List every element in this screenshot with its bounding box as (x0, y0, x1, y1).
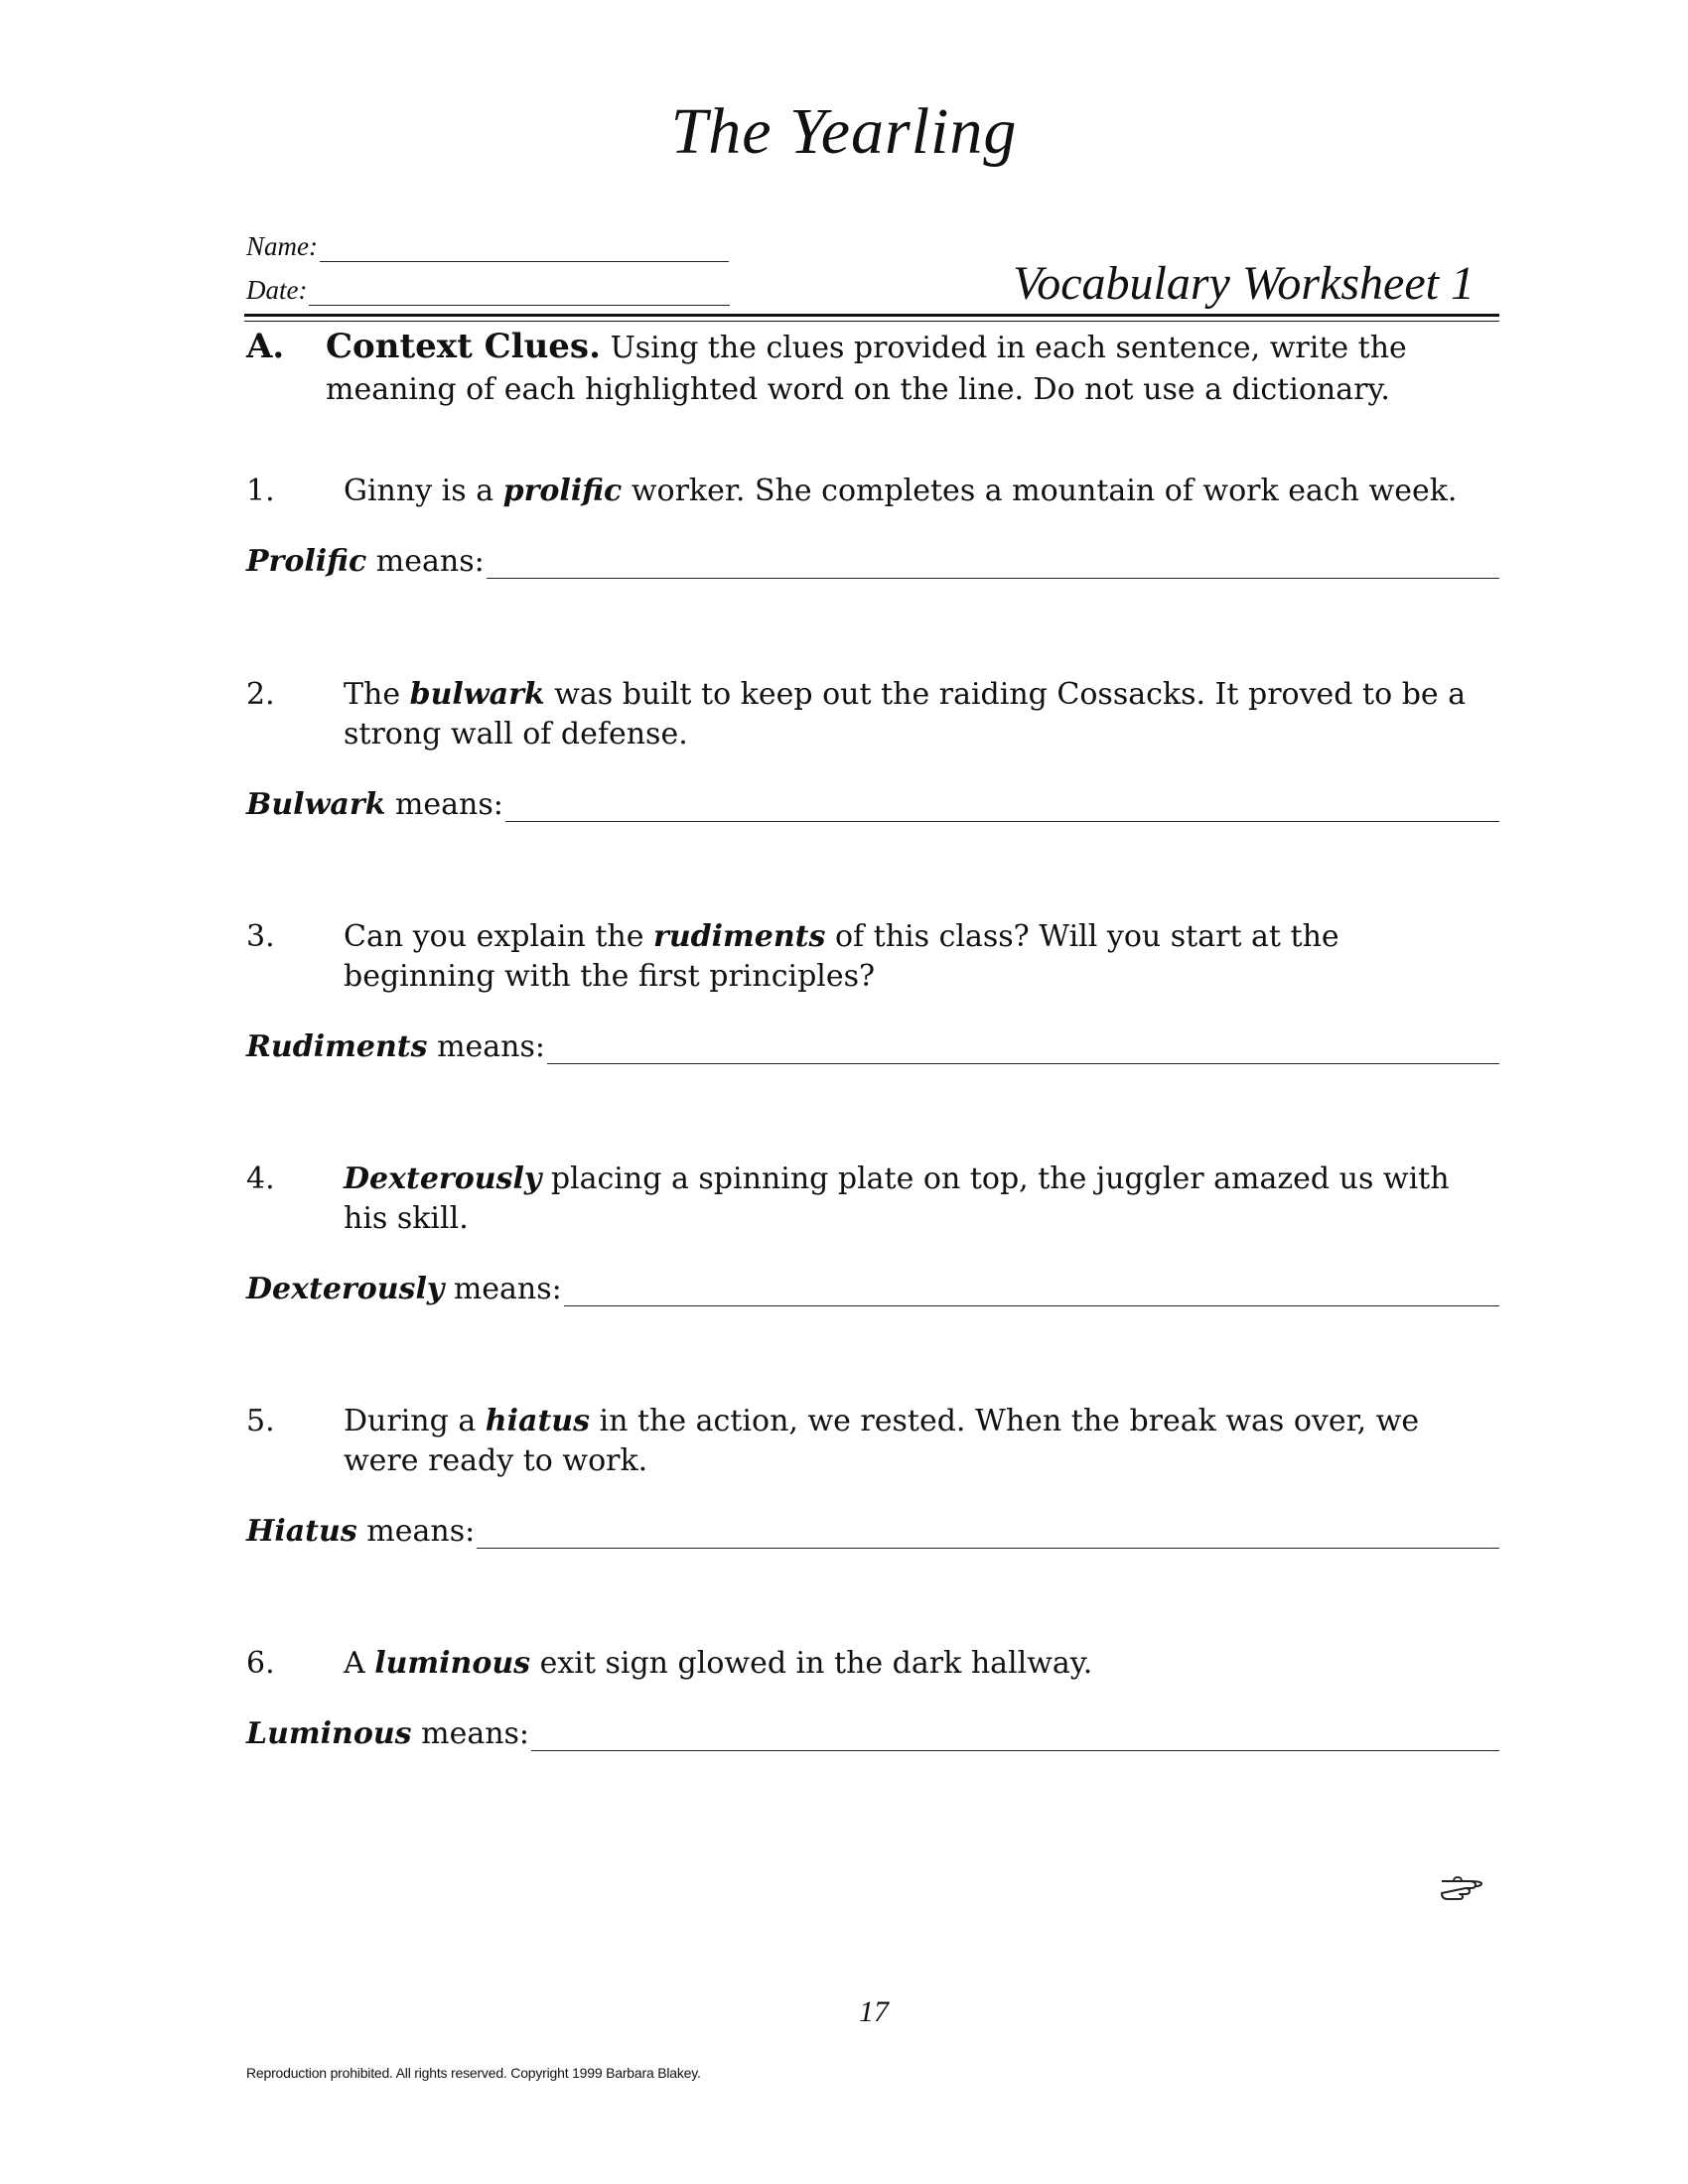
header-rule-thin (244, 321, 1499, 322)
sentence-start: The (344, 677, 410, 712)
section-body (326, 326, 1497, 411)
sentence-start: During a (344, 1404, 486, 1438)
name-field[interactable] (246, 231, 729, 262)
name-label: Name: (246, 231, 318, 261)
question-number: 6. (246, 1646, 275, 1681)
answer-line[interactable] (477, 1524, 1499, 1549)
question-sentence (344, 1160, 1497, 1239)
sentence-end: of this class? Will you start at the beginning with the first principles? (344, 919, 1339, 994)
sentence-start: A (344, 1646, 375, 1681)
copyright-notice: Reproduction prohibited. All rights reserved. Copyright 1999 Barbara Blakey. (246, 2065, 701, 2081)
question-number: 1. (246, 474, 275, 508)
page-number: 17 (859, 1995, 889, 2028)
question-number: 3. (246, 919, 275, 954)
answer-line[interactable] (487, 554, 1499, 579)
section-letter: A. (246, 327, 285, 366)
question-number: 2. (246, 677, 275, 712)
worksheet-subtitle: Vocabulary Worksheet 1 (1013, 257, 1475, 310)
question-2 (246, 675, 1497, 754)
answer-line[interactable] (564, 1282, 1499, 1306)
header-rule (244, 314, 1499, 317)
answer-term: Dexterously (246, 1272, 445, 1306)
sentence-end: exit sign glowed in the dark hallway. (530, 1646, 1093, 1681)
date-field[interactable] (246, 275, 730, 306)
answer-line[interactable] (531, 1726, 1499, 1751)
name-line[interactable] (320, 239, 729, 262)
question-number: 5. (246, 1404, 275, 1438)
answer-1[interactable] (246, 544, 1499, 579)
means-label: means: (366, 1514, 476, 1549)
answer-term: Bulwark (246, 787, 386, 822)
sentence-end: worker. She completes a mountain of work each week. (622, 474, 1458, 508)
section-instructions: Using the clues provided in each sentence, write the meaning of each highlighted word on the line. Do not use a dictionary. (326, 331, 1407, 407)
means-label: means: (437, 1029, 545, 1064)
vocab-word: hiatus (485, 1404, 591, 1438)
question-sentence (344, 1402, 1497, 1481)
answer-5[interactable] (246, 1514, 1499, 1549)
answer-3[interactable] (246, 1029, 1499, 1064)
question-5 (246, 1402, 1497, 1481)
answer-term: Luminous (246, 1716, 412, 1751)
date-label: Date: (246, 275, 308, 305)
question-3 (246, 917, 1497, 997)
means-label: means: (453, 1272, 562, 1306)
answer-term: Prolific (246, 544, 367, 579)
answer-2[interactable] (246, 787, 1499, 822)
vocab-word: Dexterously (344, 1161, 542, 1196)
section-a (246, 326, 1497, 411)
answer-term: Hiatus (246, 1514, 357, 1549)
vocab-word: bulwark (409, 677, 545, 712)
date-line[interactable] (309, 283, 730, 306)
sentence-start: Can you explain the (344, 919, 654, 954)
pointing-hand-icon (1440, 1871, 1483, 1901)
vocab-word: rudiments (653, 919, 826, 954)
sentence-start: Ginny is a (344, 474, 503, 508)
sentence-end: was built to keep out the raiding Cossacks. It proved to be a strong wall of defense. (344, 677, 1467, 751)
answer-line[interactable] (547, 1039, 1499, 1064)
question-number: 4. (246, 1161, 275, 1196)
question-sentence (344, 1644, 1497, 1684)
sentence-end: in the action, we rested. When the break was over, we were ready to work. (344, 1404, 1420, 1478)
answer-term: Rudiments (246, 1029, 428, 1064)
question-4 (246, 1160, 1497, 1239)
answer-6[interactable] (246, 1716, 1499, 1751)
question-sentence (344, 917, 1497, 997)
question-1 (246, 472, 1497, 511)
answer-line[interactable] (505, 797, 1499, 822)
vocab-word: prolific (502, 474, 623, 508)
page-title: The Yearling (670, 95, 1018, 168)
answer-4[interactable] (246, 1272, 1499, 1306)
section-heading: Context Clues. (326, 327, 601, 366)
means-label: means: (421, 1716, 530, 1751)
question-sentence (344, 675, 1497, 754)
sentence-end: placing a spinning plate on top, the juggler amazed us with his skill. (344, 1161, 1450, 1236)
means-label: means: (375, 544, 485, 579)
vocab-word: luminous (374, 1646, 531, 1681)
means-label: means: (394, 787, 503, 822)
question-sentence (344, 472, 1497, 511)
question-6 (246, 1644, 1497, 1684)
